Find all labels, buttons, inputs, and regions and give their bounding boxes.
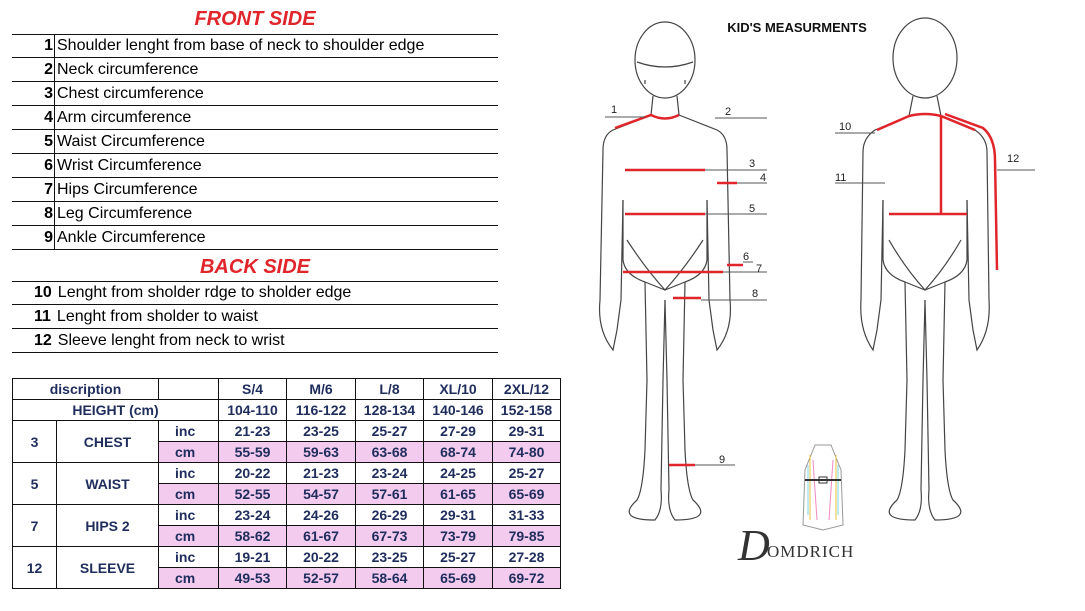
table-row	[13, 505, 561, 526]
cm-value: 52-55	[219, 484, 287, 505]
size-label: 2XL/12	[493, 379, 561, 400]
table-row	[13, 463, 561, 484]
row-name: WAIST	[57, 463, 159, 505]
inch-value: 25-27	[424, 547, 493, 568]
front-measurement-list	[12, 34, 498, 250]
back-measurement-lines	[877, 114, 997, 270]
unit-cm: cm	[159, 568, 219, 589]
measurement-number: 11	[34, 307, 51, 325]
row-name: SLEEVE	[57, 547, 159, 589]
height-value: 128-134	[356, 400, 424, 421]
figure-label-2: 2	[725, 106, 732, 118]
figure-label-6: 6	[743, 251, 750, 263]
measurement-description: Arm circumference	[54, 106, 191, 129]
cm-value: 79-85	[493, 526, 561, 547]
measurement-description: Lenght from sholder to waist	[56, 307, 258, 325]
front-measurement-row	[12, 106, 498, 130]
size-label: M/6	[287, 379, 356, 400]
coat-logo-icon	[803, 445, 843, 530]
cm-value: 49-53	[219, 568, 287, 589]
figure-label-1: 1	[611, 104, 618, 116]
height-value: 116-122	[287, 400, 356, 421]
inch-value: 29-31	[424, 505, 493, 526]
row-number: 5	[13, 463, 57, 505]
unit-cm: cm	[159, 484, 219, 505]
figure-label-4: 4	[760, 172, 767, 184]
height-label: HEIGHT (cm)	[13, 400, 219, 421]
measurement-number: 3	[44, 84, 53, 102]
measurement-number: 9	[44, 228, 53, 246]
size-label: L/8	[356, 379, 424, 400]
size-label: XL/10	[424, 379, 493, 400]
cm-value: 73-79	[424, 526, 493, 547]
inch-value: 24-25	[424, 463, 493, 484]
figure-label-7: 7	[756, 263, 763, 275]
row-name: HIPS 2	[57, 505, 159, 547]
back-side-title: BACK SIDE	[199, 256, 310, 278]
inch-value: 27-29	[424, 421, 493, 442]
measurement-description: Leg Circumference	[54, 202, 192, 225]
height-value: 140-146	[424, 400, 493, 421]
size-label: S/4	[219, 379, 287, 400]
unit-inc: inc	[159, 421, 219, 442]
row-number: 3	[13, 421, 57, 463]
cm-value: 61-65	[424, 484, 493, 505]
logo-text: OMDRICH	[767, 542, 855, 561]
front-measurement-row	[12, 34, 498, 58]
figure-labels	[611, 104, 1019, 466]
front-measurement-row	[12, 58, 498, 82]
figure-label-5: 5	[749, 203, 756, 215]
back-measurement-row	[12, 281, 498, 305]
inch-value: 21-23	[287, 463, 356, 484]
cm-value: 69-72	[493, 568, 561, 589]
cm-value: 55-59	[219, 442, 287, 463]
inch-value: 21-23	[219, 421, 287, 442]
figure-label-9: 9	[719, 454, 726, 466]
cm-value: 59-63	[287, 442, 356, 463]
inch-value: 23-24	[219, 505, 287, 526]
figure-label-8: 8	[752, 288, 759, 300]
front-measurement-row	[12, 154, 498, 178]
front-side-title: FRONT SIDE	[194, 8, 316, 30]
body-measurement-figure	[505, 0, 1085, 611]
height-value: 104-110	[219, 400, 287, 421]
inch-value: 20-22	[219, 463, 287, 484]
measurement-number: 12	[34, 331, 52, 349]
row-number: 7	[13, 505, 57, 547]
measurement-number: 5	[44, 132, 53, 150]
back-measurement-row	[12, 329, 498, 353]
cm-value: 74-80	[493, 442, 561, 463]
row-number: 12	[13, 547, 57, 589]
inch-value: 23-25	[287, 421, 356, 442]
inch-value: 23-25	[356, 547, 424, 568]
inch-value: 25-27	[356, 421, 424, 442]
unit-inc: inc	[159, 505, 219, 526]
measurement-description: Wrist Circumference	[54, 154, 202, 177]
measurement-description: Waist Circumference	[54, 130, 205, 153]
measurement-number: 6	[44, 156, 53, 174]
front-measurement-row	[12, 202, 498, 226]
figure-label-12: 12	[1007, 153, 1020, 165]
inch-value: 20-22	[287, 547, 356, 568]
measurement-number: 8	[44, 204, 53, 222]
front-measurement-row	[12, 226, 498, 250]
measurement-number: 4	[44, 108, 53, 126]
inch-value: 25-27	[493, 463, 561, 484]
inch-value: 26-29	[356, 505, 424, 526]
logo-initial: D	[738, 521, 770, 570]
figure-title: KID'S MEASURMENTS	[727, 20, 867, 35]
measurement-number: 1	[44, 37, 53, 54]
table-row	[13, 421, 561, 442]
inch-value: 24-26	[287, 505, 356, 526]
figure-label-3: 3	[749, 158, 756, 170]
measurement-number: 7	[44, 180, 53, 198]
measurement-description: Shoulder lenght from base of neck to shoulder edge	[54, 35, 424, 57]
back-measurement-row	[12, 305, 498, 329]
cm-value: 63-68	[356, 442, 424, 463]
blank-header	[159, 379, 219, 400]
measurement-description: Ankle Circumference	[54, 226, 206, 249]
unit-cm: cm	[159, 526, 219, 547]
figure-label-11: 11	[835, 172, 847, 184]
description-header: discription	[13, 379, 159, 400]
cm-value: 58-64	[356, 568, 424, 589]
measurement-description: Chest circumference	[54, 82, 204, 105]
measurement-number: 10	[34, 284, 52, 301]
measurement-description: Sleeve lenght from neck to wrist	[57, 331, 285, 349]
cm-value: 52-57	[287, 568, 356, 589]
measurement-description: Neck circumference	[54, 58, 198, 81]
figure-label-10: 10	[839, 121, 852, 133]
cm-value: 58-62	[219, 526, 287, 547]
inch-value: 31-33	[493, 505, 561, 526]
cm-value: 54-57	[287, 484, 356, 505]
inch-value: 19-21	[219, 547, 287, 568]
cm-value: 61-67	[287, 526, 356, 547]
back-body-outline	[861, 18, 990, 520]
cm-value: 67-73	[356, 526, 424, 547]
measurement-description: Lenght from sholder rdge to sholder edge	[57, 284, 352, 301]
table-row	[13, 547, 561, 568]
front-measurement-lines	[615, 115, 743, 465]
measurement-number: 2	[44, 60, 53, 78]
height-row	[13, 400, 561, 421]
cm-value: 57-61	[356, 484, 424, 505]
unit-inc: inc	[159, 547, 219, 568]
size-table	[12, 378, 561, 589]
measurement-description: Hips Circumference	[54, 178, 197, 201]
unit-inc: inc	[159, 463, 219, 484]
cm-value: 68-74	[424, 442, 493, 463]
inch-value: 27-28	[493, 547, 561, 568]
size-header-row	[13, 379, 561, 400]
cm-value: 65-69	[493, 484, 561, 505]
front-measurement-row	[12, 178, 498, 202]
inch-value: 23-24	[356, 463, 424, 484]
inch-value: 29-31	[493, 421, 561, 442]
cm-value: 65-69	[424, 568, 493, 589]
front-measurement-row	[12, 82, 498, 106]
front-measurement-row	[12, 130, 498, 154]
back-measurement-list	[12, 281, 498, 353]
unit-cm: cm	[159, 442, 219, 463]
row-name: CHEST	[57, 421, 159, 463]
height-value: 152-158	[493, 400, 561, 421]
